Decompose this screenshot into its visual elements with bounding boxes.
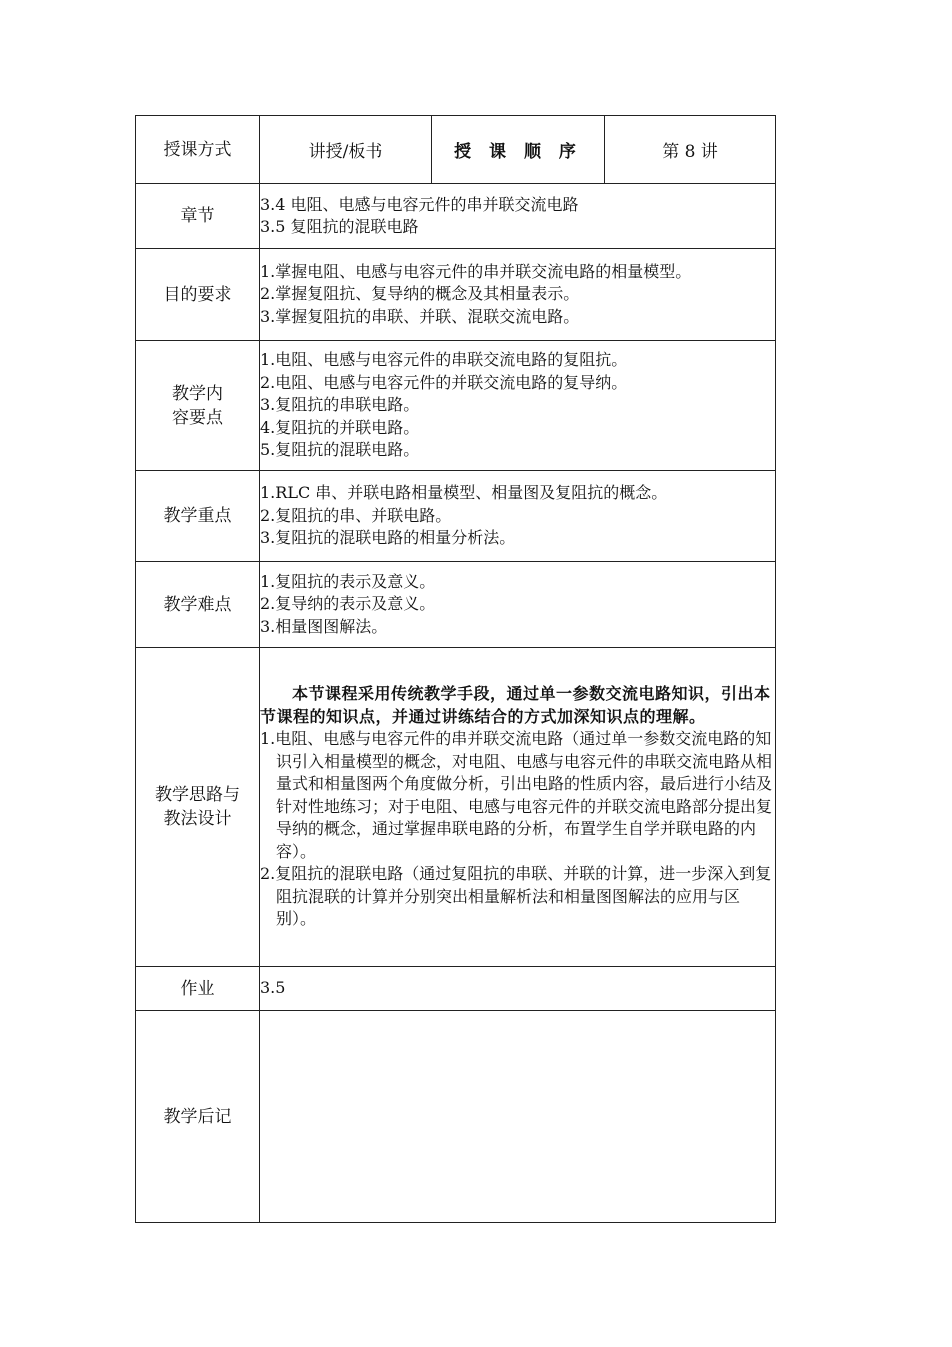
objective-item: 1.掌握电阻、电感与电容元件的串并联交流电路的相量模型。 (260, 261, 692, 281)
difficulty-item: 2.复导纳的表示及意义。 (260, 594, 436, 614)
method-row (136, 648, 776, 967)
objective-item: 3.掌握复阻抗的串联、并联、混联交流电路。 (260, 306, 580, 326)
chapter-line: 3.5 复阻抗的混联电路 (260, 217, 419, 236)
focus-item: 2.复阻抗的串、并联电路。 (260, 505, 452, 525)
content-item: 1.电阻、电感与电容元件的串联交流电路的复阻抗。 (260, 350, 628, 370)
chapter-line: 3.4 电阻、电感与电容元件的串并联交流电路 (260, 194, 579, 214)
teaching-mode-label: 授课方式 (136, 116, 260, 184)
focus-content (260, 471, 776, 562)
objective-item: 2.掌握复阻抗、复导纳的概念及其相量表示。 (260, 284, 580, 304)
header-row (136, 116, 776, 184)
lecture-order-value: 第 8 讲 (605, 116, 776, 184)
content-label (136, 341, 260, 471)
content-points (260, 341, 776, 471)
content-label-line: 教学内 (172, 383, 223, 404)
difficulty-label: 教学难点 (136, 562, 260, 648)
method-label-line: 教学思路与 (155, 785, 240, 805)
difficulty-row (136, 562, 776, 648)
focus-item: 1.RLC 串、并联电路相量模型、相量图及复阻抗的概念。 (260, 483, 668, 503)
method-item: 2.复阻抗的混联电路（通过复阻抗的串联、并联的计算，进一步深入到复阻抗混联的计算并分别突出相量解析法和相量图图解法的应用与区别）。 (260, 864, 772, 929)
chapter-label: 章节 (136, 184, 260, 249)
content-item: 4.复阻抗的并联电路。 (260, 417, 420, 437)
content-item: 2.电阻、电感与电容元件的并联交流电路的复导纳。 (260, 372, 628, 392)
homework-row (136, 967, 776, 1011)
content-row (136, 341, 776, 471)
method-item: 1.电阻、电感与电容元件的串并联交流电路（通过单一参数交流电路的知识引入相量模型的概念，对电阻、电感与电容元件的串联交流电路从相量式和相量图两个角度做分析，引出电路的性质内容，最后进行小结及针对性地练习；对于电阻、电感与电容元件的并联交流电路部分提出复导纳的概念，通过掌握串联电路的分析，布置学生自学并联电路的内容）。 (260, 729, 773, 861)
focus-label: 教学重点 (136, 471, 260, 562)
lecture-order-label: 授 课 顺 序 (432, 116, 605, 184)
chapter-row (136, 184, 776, 249)
method-intro: 本节课程采用传统教学手段，通过单一参数交流电路知识，引出本节课程的知识点，并通过讲练结合的方式加深知识点的理解。 (260, 684, 771, 726)
method-label-line: 教法设计 (163, 809, 232, 829)
objectives-label: 目的要求 (136, 249, 260, 341)
content-label-line: 容要点 (172, 407, 223, 428)
afterword-row (136, 1011, 776, 1223)
afterword-content (260, 1011, 776, 1223)
lesson-plan-table (135, 115, 776, 1223)
homework-label: 作业 (136, 967, 260, 1011)
content-item: 5.复阻抗的混联电路。 (260, 440, 420, 460)
afterword-label: 教学后记 (136, 1011, 260, 1223)
focus-item: 3.复阻抗的混联电路的相量分析法。 (260, 528, 516, 548)
objectives-row (136, 249, 776, 341)
method-content (260, 648, 776, 967)
difficulty-content (260, 562, 776, 648)
teaching-mode-value: 讲授/板书 (260, 116, 432, 184)
difficulty-item: 1.复阻抗的表示及意义。 (260, 571, 436, 591)
content-item: 3.复阻抗的串联电路。 (260, 395, 420, 415)
focus-row (136, 471, 776, 562)
objectives-content (260, 249, 776, 341)
homework-value: 3.5 (260, 967, 776, 1011)
difficulty-item: 3.相量图图解法。 (260, 616, 388, 636)
chapter-content (260, 184, 776, 249)
method-label (136, 648, 260, 967)
